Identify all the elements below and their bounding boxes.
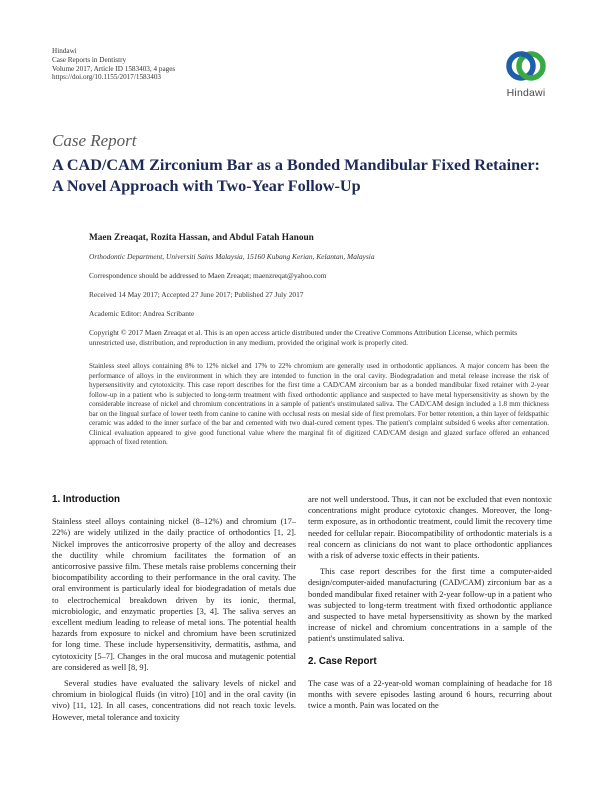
paragraph: Several studies have evaluated the salivary levels of nickel and chromium in biological fluids (in vitro) [10] and in the oral cavity (in vivo) [11, 12]. In all cases, concentrations did not reach toxic levels. However, metal tolerance and toxicity bbox=[52, 679, 296, 722]
publication-dates: Received 14 May 2017; Accepted 27 June 2017; Published 27 July 2017 bbox=[89, 290, 304, 299]
author-list: Maen Zreaqat, Rozita Hassan, and Abdul Fatah Hanoun bbox=[89, 233, 314, 243]
article-title: A CAD/CAM Zirconium Bar as a Bonded Mandibular Fixed Retainer: A Novel Approach with Two-Year Follow-Up bbox=[52, 156, 540, 195]
paragraph: Stainless steel alloys containing nickel (8–12%) and chromium (17–22%) are widely utilized in the daily practice of orthodontics [1, 2]. Nickel improves the anticorrosive property of the alloy and decreases the ductility while chromium facilitates the formation of an anticorrosive passive film. These metals raise problems concerning their biocompatibility according to their performance in the oral cavity. The oral environment is particularly ideal for biodegradation of metals due to electrochemical breakdown driven by its ionic, thermal, microbiologic, and enzymatic properties [3, 4]. The saliva serves an excellent medium leading to release of metal ions. The potential health hazards from exposure to nickel and chromium have been scrutinized for long time. These include hypersensitivity, dermatitis, asthma, and cytotoxicity [5–7]. Changes in the oral mucosa and mutagenic potential are considered as well [8, 9]. bbox=[52, 517, 296, 672]
paragraph: are not well understood. Thus, it can not be excluded that even nontoxic concentrations might produce cytotoxic changes. Moreover, the long-term exposure, as in orthodontic treatment, could limit the recovery time needed for cellular repair. Biocompatibility of orthodontic materials is a real concern as clinicians do not want to place orthodontic appliances with a risk of adverse toxic effects in their patients. bbox=[308, 495, 552, 561]
paragraph: This case report describes for the first time a computer-aided design/computer-aided manufacturing (CAD/CAM) zirconium bar as a bonded mandibular fixed retainer with 2-year follow-up in a patient who was subjected to long-term treatment with fixed orthodontic appliance and suspected to have metal hypersensitivity as shown by the marked increase of nickel and chromium concentrations in a sample of the patient's unstimulated saliva. bbox=[308, 567, 552, 644]
volume-line: Volume 2017, Article ID 1583403, 4 pages bbox=[52, 64, 176, 73]
section-heading-case-report: 2. Case Report bbox=[308, 655, 377, 667]
hindawi-logo bbox=[498, 46, 554, 99]
left-column bbox=[52, 494, 296, 723]
correspondence: Correspondence should be addressed to Maen Zreaqat; maenzreqat@yahoo.com bbox=[89, 271, 327, 280]
abstract: Stainless steel alloys containing 8% to 12% nickel and 17% to 22% chromium are generally used in orthodontic appliances. A major concern has been the performance of alloys in the environment in which they are intended to function in the oral cavity. Biodegradation and metal release increase the risk of hypersensitivity and cytotoxicity. This case report describes for the first time a CAD/CAM zirconium bar as a bonded mandibular fixed retainer with 2-year follow-up in a patient who is subjected to long-term treatment with fixed orthodontic appliance and suspected to have metal hypersensitivity as shown by the considerable increase of nickel and chromium concentrations in a sample of patient's unstimulated saliva. The CAD/CAM design included a 1.8 mm thickness bar on the lingual surface of lower teeth from canine to canine with occlusal rests on mesial side of first premolars. For better retention, a thin layer of feldspathic ceramic was added to the inner surface of the bar and cemented with two dual-cured cement types. The patient's complaint subsided 6 weeks after cementation. Clinical evaluation appeared to give good functional value where the marginal fit of digitized CAD/CAM design and glazed surface offered an enhanced approach of fixed retention. bbox=[89, 362, 549, 447]
copyright-notice: Copyright © 2017 Maen Zreaqat et al. This is an open access article distributed under the Creative Commons Attribution License, which permits unrestricted use, distribution, and reproduction in any medium, provided the original work is properly cited. bbox=[89, 328, 518, 347]
publisher-name: Hindawi bbox=[52, 47, 77, 55]
journal-header bbox=[52, 47, 175, 82]
right-column bbox=[308, 494, 552, 711]
academic-editor: Academic Editor: Andrea Scribante bbox=[89, 309, 195, 318]
paragraph: The case was of a 22-year-old woman complaining of headache for 18 months with severe episodes lasting around 6 hours, recurring about twice a month. Pain was located on the bbox=[308, 678, 552, 711]
affiliation: Orthodontic Department, Universiti Sains Malaysia, 15160 Kubang Kerian, Kelantan, Malaysia bbox=[89, 252, 375, 261]
section-heading-introduction: 1. Introduction bbox=[52, 494, 121, 505]
logo-wordmark: Hindawi bbox=[506, 87, 546, 99]
doi-link[interactable]: https://doi.org/10.1155/2017/1583403 bbox=[52, 73, 162, 82]
article-type: Case Report bbox=[52, 131, 137, 150]
journal-name: Case Reports in Dentistry bbox=[52, 55, 127, 64]
hindawi-logo-icon bbox=[504, 46, 548, 86]
